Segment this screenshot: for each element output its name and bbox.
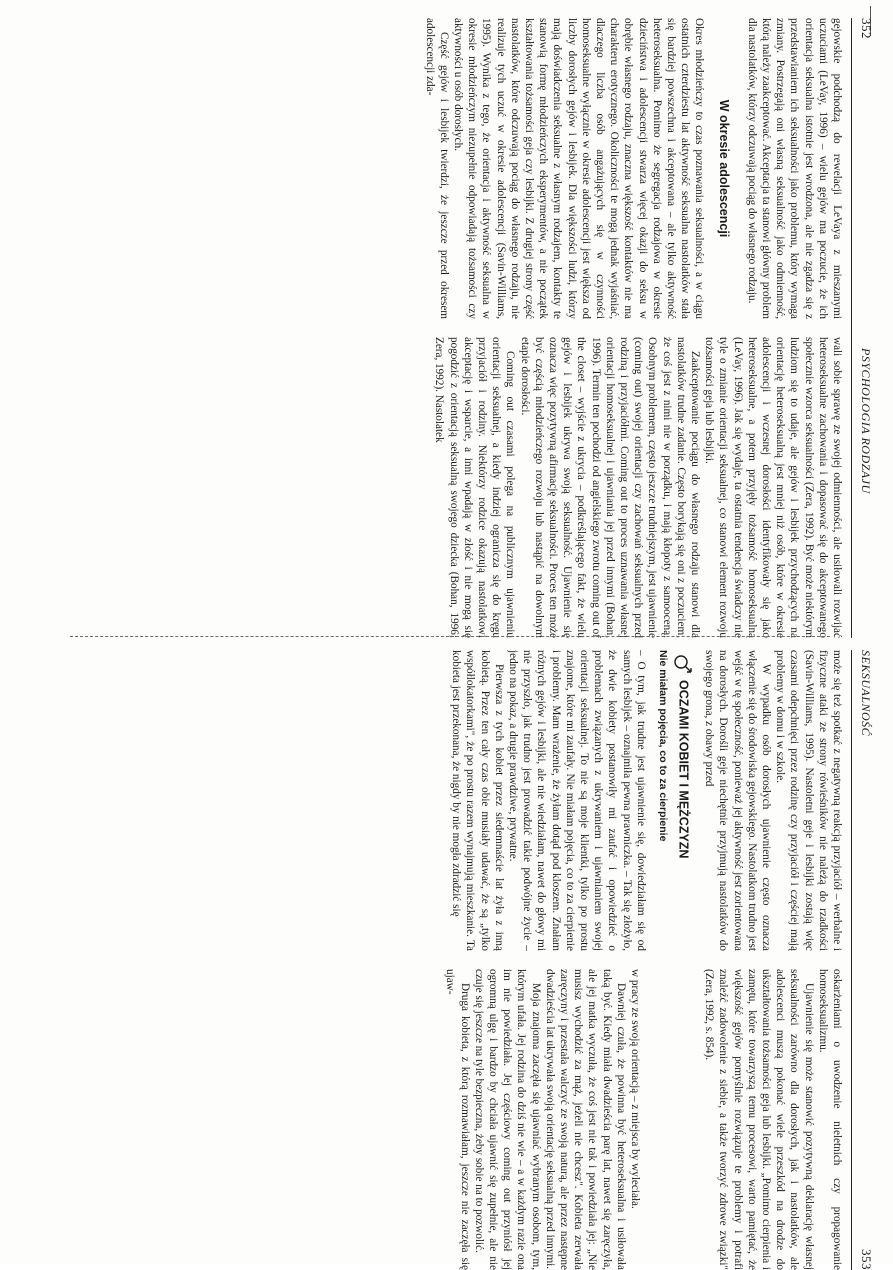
- paragraph: gejowskie podchodzą do rewelacji LeVaya z mieszanymi uczuciami (LeVay, 1996) – wielu gejów ma poczucie, że ich orientacja seksualna istotnie jest wrodzona, ale nie zgadza się z przedstawianiem ich seksualności jako problemu, który wymaga zmiany. Postrzegają oni własną seksualność jako odmienność, którą należy zaakceptować. Akceptacja ta stanowi główny problem dla nastolatków, którzy odczuwają pociąg do własnego rodzaju.: [745, 18, 843, 319]
- paragraph: wali sobie sprawę ze swojej odmienności, ale usiłowali rozwijać heteroseksualne zachowania i dopasować się do akceptowanego społecznie wzorca seksualności (Zera, 1992). Być może niektórym ludziom się to udaje, ale gejów i lesbijek przychodzących na orientację heteroseksualną jest mniej niż osób, które w okresie adolescencji i wczesnej dorosłości identyfikowały się jako heteroseksualne, a potem przyjęły tożsamość homoseksualną (LeVay, 1996). Jak się wydaje, ta ostatnia tendencja świadczy nie tyle o zmianie orientacji seksualnej, co stanowi element rozwoju tożsamości geja lub lesbijki.: [703, 337, 843, 638]
- text-columns: [138, 18, 844, 638]
- section-heading: W okresie adolescencji: [716, 99, 731, 238]
- page-353: [118, 650, 878, 1270]
- paragraph: oskarżeniami o uwodzenie nieletnich czy propagowanie homoseksualizmu.: [816, 969, 843, 1270]
- column-left: [138, 18, 844, 319]
- paragraph: Moja znajoma zaczęła się ujawniać wybranym osobom, tym, którym ufała. Jej rodzina do dziś nie wie – a w każdym razie ona im nie powiedziała. Jej częściowy coming out przyniósł jej ogromną ulgę i bardzo by chciała ujawnić się zupełnie, ale nie czuje się jeszcze na tyle bezpieczna, żeby sobie na to pozwolić.: [472, 969, 542, 1270]
- running-head: PSYCHOLOGIA RODZAJU: [859, 348, 873, 494]
- page-number: 352: [859, 18, 874, 39]
- box-title-text: OCZAMI KOBIET I MĘŻCZYZN: [676, 680, 691, 859]
- page-number: 353: [859, 1249, 874, 1270]
- paragraph: Pierwsza z tych kobiet przez siedemnaście lat żyła z inną kobietą. Przez ten cały czas obie musiały udawać, że są „tylko współlokatorkami", że po prostu razem wynajmują mieszkanie. Ta kobieta jest przekonana, że nigdy by nie mogła zdradzić się: [450, 650, 505, 951]
- text-columns: [118, 650, 844, 1270]
- column-left: [118, 650, 844, 951]
- sidebar-box-subtitle: Nie miałam pojęcia, co to za cierpienie: [656, 650, 669, 842]
- paragraph: Druga kobieta, z którą rozmawiałam, jeszcze nie zaczęła się ujaw-: [444, 969, 471, 1270]
- paragraph: Zaakceptowanie pociągu do własnego rodzaju stanowi dla nastolatków trudne zadanie. Często borykają się oni z poczuciem, że coś jest z nimi nie w porządku, i mają kłopoty z samooceną. Osobnym problemem, często jeszcze trudniejszym, jest ujawnienie (coming out) swojej orientacji czy zachowań seksualnych przed rodziną i przyjaciółmi. Coming out to proces uznawania własnej orientacji homoseksualnej i ujawniania jej przed innymi (Bohan, 1996). Termin ten pochodzi od angielskiego zwrotu coming out of the closet – wyjście z ukrycia – podkreślającego fakt, że wielu gejów i lesbijek ukrywa swoją seksualność. Ujawnienie się oznacza więc pozytywną afirmację seksualności. Proces ten może być częścią młodzieńczego rozwoju lub nastąpić na dowolnym etapie dorosłości.: [518, 337, 701, 638]
- column-right: [138, 337, 844, 638]
- column-spacer: [642, 969, 702, 1270]
- paragraph: w pracy ze swoją orientacją – z miejsca by wyleciała.: [628, 969, 641, 1209]
- page-header: [851, 18, 878, 638]
- paragraph: Część gejów i lesbijek twierdzi, że jeszcze przed okresem adolescencji zda-: [423, 18, 450, 319]
- paragraph: Dawniej czuła, że powinna być heteroseksualna i usiłowała taką być. Kiedy miała dwadzieścia parę lat, nawet się zaręczyła, ale jej matka wyczuła, że coś jest nie tak i powiedziała jej: „Nie musisz wychodzić za mąż, jeżeli nie chcesz". Kobieta zerwała zaręczyny i przestała walczyć ze swoją naturą, ale przez następne dwadzieścia lat ukrywała swoją orientację seksualną przed innymi.: [543, 969, 627, 1270]
- sidebar-box-title: [672, 650, 694, 951]
- column-right: [118, 969, 844, 1270]
- paragraph: W wypadku osób dorosłych ujawnienie często oznacza włączenie się do środowiska gejowskiego. Nastolatkom trudno jest wejść w tę społeczność, ponieważ jej aktywność jest zorientowana na dorosłych. Dorośli geje niechętnie przyjmują nastolatków do swojego grona, z obawy przed: [703, 650, 772, 951]
- page-352: [138, 18, 878, 638]
- paragraph: Ujawnienie się może stanowić pozytywną deklarację własnej seksualności zarówno dla dorosłych, jak i nastolatków, ale adolescenci muszą pokonać wiele przeszkód na drodze do ukształtowania tożsamości geja lub lesbijki. „Pomimo cierpienia i zamętu, które towarzyszą temu procesowi, warto pamiętać, że większość gejów pomyślnie rozwiązuje te problemy i potrafi znaleźć zadowolenie z siebie, a także tworzyć zdrowe związki" (Zera, 1992, s. 854).: [703, 969, 815, 1270]
- paragraph: – O tym, jak trudne jest ujawnienie się, dowiedziałam się od samych lesbijek – oznajmiła pewna prawniczka. – Tak się złożyło, że dwie kobiety postanowiły mi zaufać i opowiedzieć o problemach związanych z ukrywaniem i ujawnianiem swojej orientacji seksualnej. To nie są moje klientki, tylko po prostu znajome, które mi zaufały. Nie miałam pojęcia, co to za cierpienie i problemy. Mam wrażenie, że żyłam dotąd pod kloszem. Znałam różnych gejów i lesbijki, ale nie wiedziałam, nawet do głowy mi nie przyszło, jak trudno jest prowadzić takie podwójne życie – jedno na pokaz, a drugie prawdziwe, prywatne.: [506, 650, 647, 951]
- gender-symbol-icon: [672, 650, 694, 676]
- page-fold-divider: [70, 636, 830, 637]
- paragraph: Coming out czasami polega na publicznym ujawnieniu orientacji seksualnej, a kiedy indziej ogranicza się do kręgu przyjaciół i rodziny. Niektórzy rodzice okazują nastolatkowi akceptację i wsparcie, a inni wpadają w złość i nie mogą się pogodzić z orientacją seksualną swojego dziecka (Bohan, 1996; Zera, 1992). Nastolatek: [433, 337, 517, 638]
- running-head: SEKSUALNOŚĆ: [859, 650, 873, 737]
- paragraph: Okres młodzieńczy to czas poznawania seksualności, a w ciągu ostatnich czterdziestu lat aktywność seksualna nastolatków stała się bardziej powszechna i akceptowana – ale tylko aktywność heteroseksualna. Pomimo że segregacja rodzajowa w okresie dzieciństwa i adolescencji stwarza więcej okazji do seksu w obrębie własnego rodzaju, znaczna większość kontaktów nie ma charakteru erotycznego. Okoliczności te mogą jednak wyjaśniać, dlaczego liczba osób angażujących się w czynności homoseksualne wyłącznie w okresie adolescencji jest większa od liczby dorosłych gejów i lesbijek. Dla większości ludzi, którzy mają doświadczenia seksualne z własnym rodzajem, kontakty te stanowią formę młodzieńczych eksperymentów, a nie początek kształtowania tożsamości geja czy lesbijki. Z drugiej strony część nastolatków, które odczuwają pociąg do własnego rodzaju, nie realizuje tych uczuć w okresie adolescencji (Savin-Williams, 1995). Wynika z tego, że orientacja i aktywność seksualna w okresie młodzieńczym niezupełnie odpowiadają tożsamości czy aktywności u osób dorosłych.: [451, 18, 706, 319]
- paragraph: może się też spotkać z negatywną reakcją przyjaciół – werbalne i fizyczne ataki ze strony rówieśników nie należą do rzadkości (Savin-Williams, 1995). Nastoletni geje i lesbijki zostają więc czasami odepchnięci przez rodzinę czy przyjaciół i częściej mają problemy w domu i w szkole.: [774, 650, 843, 951]
- page-header: [851, 650, 878, 1270]
